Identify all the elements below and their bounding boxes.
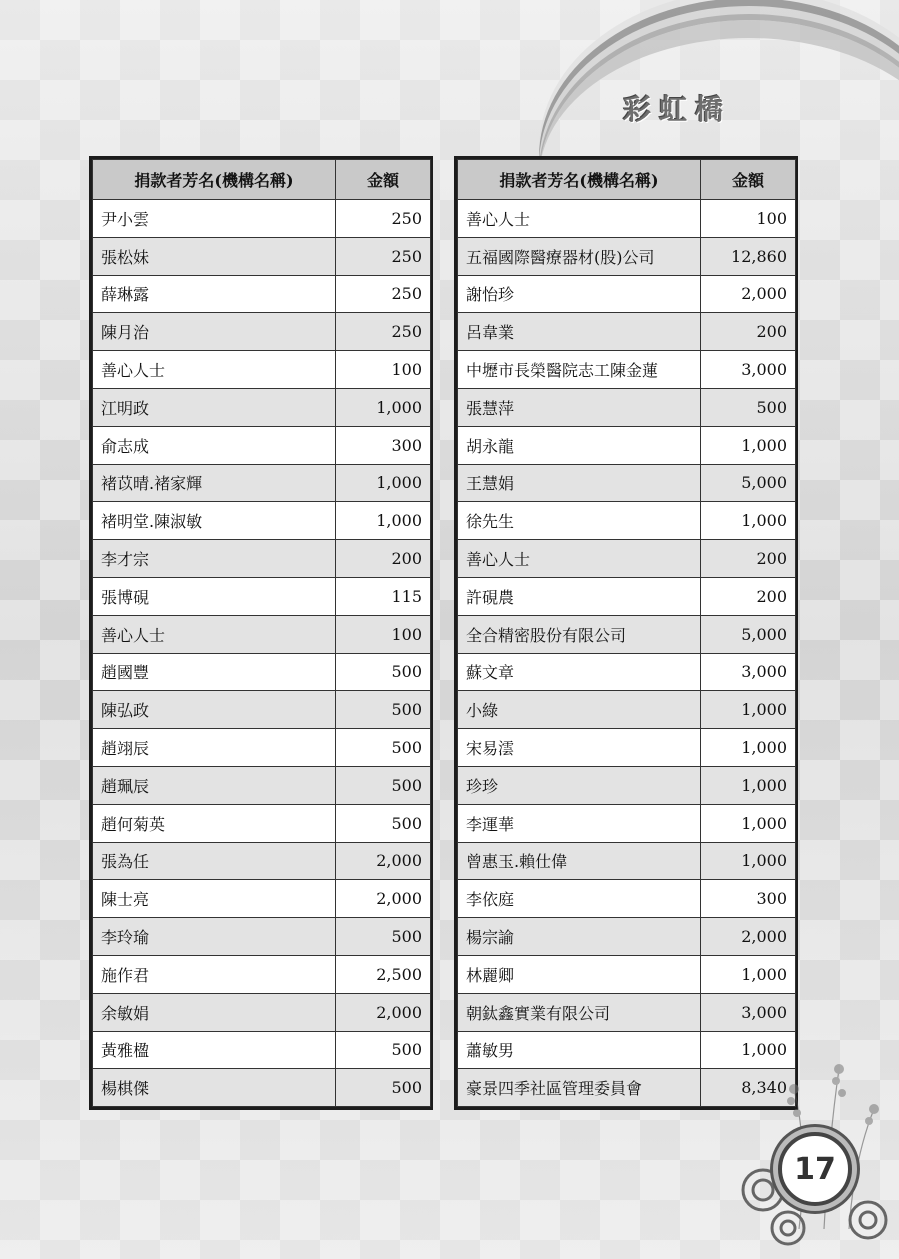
donor-name-cell: 李玲瑜 — [93, 918, 336, 956]
donor-name-cell: 徐先生 — [458, 502, 701, 540]
page-number-badge — [778, 1132, 852, 1206]
table-row — [93, 577, 431, 615]
donor-name-cell: 蘇文章 — [458, 653, 701, 691]
donation-amount-cell: 500 — [336, 766, 431, 804]
donation-amount-cell: 1,000 — [701, 691, 796, 729]
donor-name-cell: 施作君 — [93, 955, 336, 993]
donation-amount-cell: 1,000 — [701, 502, 796, 540]
donor-name-cell: 張松妹 — [93, 237, 336, 275]
donor-name-cell: 張為任 — [93, 842, 336, 880]
donation-amount-cell: 5,000 — [701, 464, 796, 502]
donor-name-cell: 陳弘政 — [93, 691, 336, 729]
donation-amount-cell: 2,000 — [701, 918, 796, 956]
donor-name-cell: 林麗卿 — [458, 955, 701, 993]
donor-name-cell: 許硯農 — [458, 577, 701, 615]
donor-name-cell: 薛琳露 — [93, 275, 336, 313]
table-row — [93, 275, 431, 313]
donor-name-cell: 宋易澐 — [458, 729, 701, 767]
donation-amount-cell: 300 — [701, 880, 796, 918]
table-row — [458, 766, 796, 804]
table-row — [458, 880, 796, 918]
donor-name-cell: 中壢市長榮醫院志工陳金蓮 — [458, 351, 701, 389]
donation-amount-cell: 200 — [336, 540, 431, 578]
table-row — [458, 200, 796, 238]
donor-name-cell: 善心人士 — [93, 351, 336, 389]
table-row — [93, 918, 431, 956]
donation-amount-cell: 5,000 — [701, 615, 796, 653]
table-row — [458, 426, 796, 464]
donor-name-cell: 全合精密股份有限公司 — [458, 615, 701, 653]
donor-name-cell: 陳月治 — [93, 313, 336, 351]
donor-name-cell: 李運華 — [458, 804, 701, 842]
donor-name-cell: 曾惠玉.賴仕偉 — [458, 842, 701, 880]
table-row — [458, 1069, 796, 1107]
table-row — [458, 388, 796, 426]
table-row — [93, 766, 431, 804]
donor-name-cell: 胡永龍 — [458, 426, 701, 464]
donation-amount-cell: 2,000 — [701, 275, 796, 313]
donor-table-right — [454, 156, 798, 1110]
table-row — [458, 351, 796, 389]
table-row — [93, 502, 431, 540]
donation-amount-cell: 250 — [336, 200, 431, 238]
donor-name-cell: 江明政 — [93, 388, 336, 426]
donation-amount-cell: 2,000 — [336, 842, 431, 880]
donation-amount-cell: 500 — [336, 1069, 431, 1107]
column-header-donor-name: 捐款者芳名(機構名稱) — [458, 160, 701, 200]
donation-amount-cell: 100 — [336, 615, 431, 653]
donor-name-cell: 陳士亮 — [93, 880, 336, 918]
donation-amount-cell: 1,000 — [336, 502, 431, 540]
table-row — [458, 502, 796, 540]
table-row — [93, 237, 431, 275]
table-row — [93, 691, 431, 729]
donation-amount-cell: 500 — [336, 653, 431, 691]
donation-amount-cell: 1,000 — [701, 766, 796, 804]
donation-amount-cell: 250 — [336, 237, 431, 275]
table-row — [458, 729, 796, 767]
table-row — [93, 464, 431, 502]
donor-name-cell: 張慧萍 — [458, 388, 701, 426]
table-row — [93, 880, 431, 918]
donation-amount-cell: 100 — [701, 200, 796, 238]
donor-name-cell: 謝怡珍 — [458, 275, 701, 313]
donor-name-cell: 善心人士 — [93, 615, 336, 653]
donation-amount-cell: 3,000 — [701, 351, 796, 389]
donor-name-cell: 楊宗諭 — [458, 918, 701, 956]
donation-amount-cell: 1,000 — [701, 426, 796, 464]
table-row — [458, 653, 796, 691]
table-row — [93, 653, 431, 691]
table-row — [458, 804, 796, 842]
column-header-donor-name: 捐款者芳名(機構名稱) — [93, 160, 336, 200]
donor-name-cell: 善心人士 — [458, 540, 701, 578]
donor-name-cell: 趙翊辰 — [93, 729, 336, 767]
donor-name-cell: 褚明堂.陳淑敏 — [93, 502, 336, 540]
donor-name-cell: 朝鈦鑫實業有限公司 — [458, 993, 701, 1031]
table-row — [93, 1031, 431, 1069]
donation-amount-cell: 1,000 — [336, 388, 431, 426]
donation-amount-cell: 100 — [336, 351, 431, 389]
donation-amount-cell: 200 — [701, 540, 796, 578]
table-row — [458, 993, 796, 1031]
donor-name-cell: 豪景四季社區管理委員會 — [458, 1069, 701, 1107]
donation-amount-cell: 3,000 — [701, 653, 796, 691]
table-row — [93, 842, 431, 880]
table-row — [458, 237, 796, 275]
donation-amount-cell: 500 — [336, 729, 431, 767]
donor-name-cell: 褚苡晴.褚家輝 — [93, 464, 336, 502]
donation-amount-cell: 115 — [336, 577, 431, 615]
donor-name-cell: 李依庭 — [458, 880, 701, 918]
column-header-amount: 金額 — [701, 160, 796, 200]
table-row — [93, 955, 431, 993]
donor-name-cell: 趙珮辰 — [93, 766, 336, 804]
table-row — [93, 426, 431, 464]
table-row — [458, 955, 796, 993]
table-row — [458, 691, 796, 729]
table-row — [458, 275, 796, 313]
donor-name-cell: 李才宗 — [93, 540, 336, 578]
donation-amount-cell: 200 — [701, 577, 796, 615]
table-row — [93, 351, 431, 389]
donor-name-cell: 王慧娟 — [458, 464, 701, 502]
donor-name-cell: 張博硯 — [93, 577, 336, 615]
donor-name-cell: 呂韋業 — [458, 313, 701, 351]
donor-name-cell: 善心人士 — [458, 200, 701, 238]
donation-amount-cell: 500 — [701, 388, 796, 426]
page-header-title: 彩虹橋 — [622, 93, 731, 126]
donation-amount-cell: 250 — [336, 275, 431, 313]
donation-amount-cell: 250 — [336, 313, 431, 351]
table-row — [93, 804, 431, 842]
table-row — [93, 540, 431, 578]
donation-amount-cell: 500 — [336, 804, 431, 842]
donation-amount-cell: 500 — [336, 691, 431, 729]
table-row — [93, 200, 431, 238]
donation-amount-cell: 500 — [336, 1031, 431, 1069]
table-row — [93, 615, 431, 653]
donation-amount-cell: 2,000 — [336, 993, 431, 1031]
donor-name-cell: 趙國豐 — [93, 653, 336, 691]
donation-amount-cell: 1,000 — [701, 804, 796, 842]
donation-amount-cell: 2,000 — [336, 880, 431, 918]
table-row — [458, 464, 796, 502]
donation-amount-cell: 3,000 — [701, 993, 796, 1031]
donor-table-left — [89, 156, 433, 1110]
donor-name-cell: 黃雅楹 — [93, 1031, 336, 1069]
donation-amount-cell: 200 — [701, 313, 796, 351]
donation-amount-cell: 1,000 — [701, 729, 796, 767]
donation-amount-cell: 1,000 — [701, 1031, 796, 1069]
donation-amount-cell: 1,000 — [701, 842, 796, 880]
donor-name-cell: 俞志成 — [93, 426, 336, 464]
donation-amount-cell: 12,860 — [701, 237, 796, 275]
donor-name-cell: 蕭敏男 — [458, 1031, 701, 1069]
page-number: 17 — [794, 1151, 836, 1187]
table-row — [458, 918, 796, 956]
donation-amount-cell: 2,500 — [336, 955, 431, 993]
column-header-amount: 金額 — [336, 160, 431, 200]
table-row — [93, 313, 431, 351]
donor-name-cell: 余敏娟 — [93, 993, 336, 1031]
donation-amount-cell: 8,340 — [701, 1069, 796, 1107]
table-row — [93, 729, 431, 767]
donation-amount-cell: 1,000 — [336, 464, 431, 502]
donor-name-cell: 趙何菊英 — [93, 804, 336, 842]
table-row — [93, 993, 431, 1031]
table-row — [458, 842, 796, 880]
table-row — [93, 388, 431, 426]
table-row — [458, 313, 796, 351]
donation-amount-cell: 1,000 — [701, 955, 796, 993]
donor-name-cell: 五福國際醫療器材(股)公司 — [458, 237, 701, 275]
table-row — [93, 1069, 431, 1107]
table-row — [458, 540, 796, 578]
table-row — [458, 577, 796, 615]
donation-amount-cell: 300 — [336, 426, 431, 464]
donor-name-cell: 楊棋傑 — [93, 1069, 336, 1107]
donor-name-cell: 尹小雲 — [93, 200, 336, 238]
donor-name-cell: 小綠 — [458, 691, 701, 729]
table-row — [458, 615, 796, 653]
donation-amount-cell: 500 — [336, 918, 431, 956]
table-row — [458, 1031, 796, 1069]
donor-name-cell: 珍珍 — [458, 766, 701, 804]
